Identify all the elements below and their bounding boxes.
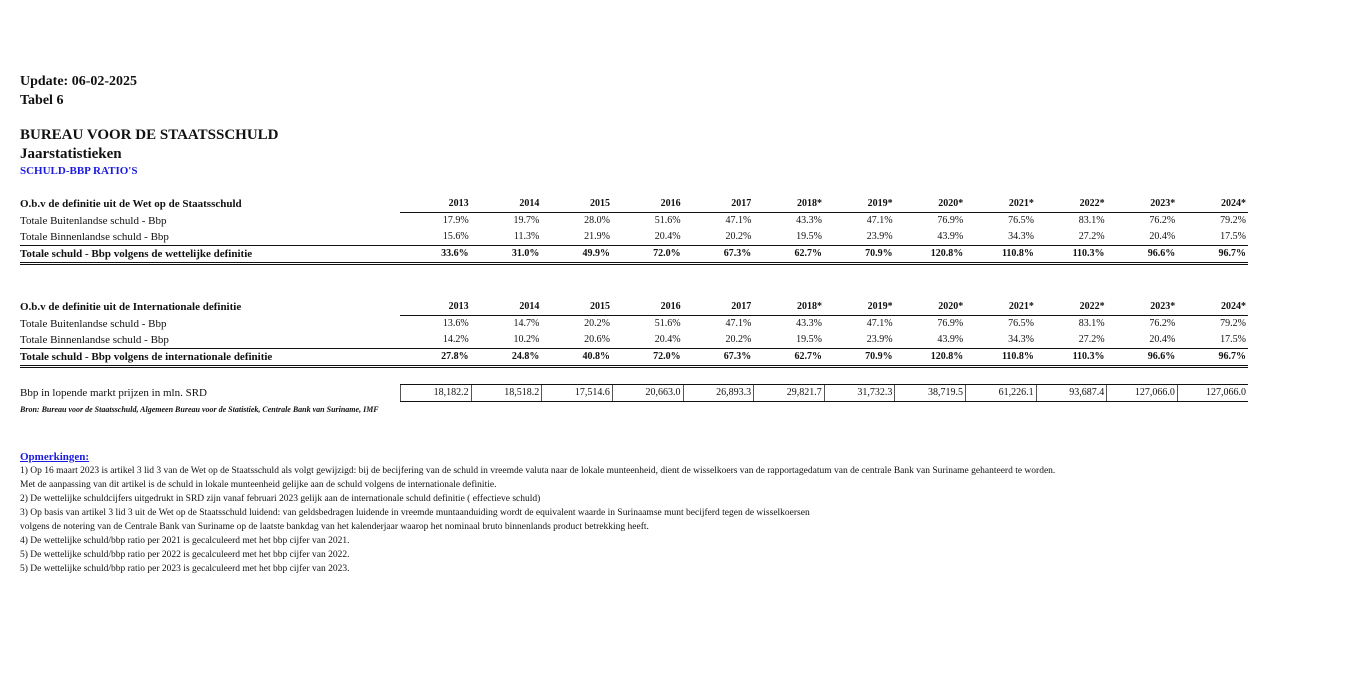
gdp-cell: 93,687.4 <box>1036 385 1107 402</box>
table-row <box>20 332 1248 349</box>
gdp-cell: 20,663.0 <box>612 385 683 402</box>
remark-line: 5) De wettelijke schuld/bbp ratio per 2022 is gecalculeerd met het bbp cijfer van 2022. <box>20 550 350 560</box>
table-cell: 34.3% <box>1008 334 1034 345</box>
document <box>20 72 1260 576</box>
total-cell: 110.3% <box>1036 349 1107 367</box>
remarks-title: Opmerkingen: <box>20 451 90 463</box>
table-cell: 76.5% <box>1008 318 1034 329</box>
gdp-cell: 31,732.3 <box>824 385 895 402</box>
table-cell: 43.3% <box>796 318 822 329</box>
table-cell: 20.2% <box>584 318 610 329</box>
total-cell: 67.3% <box>683 246 754 264</box>
gdp-cell: 18,518.2 <box>471 385 542 402</box>
table-cell: 21.9% <box>584 231 610 242</box>
table-cell: 51.6% <box>654 318 681 329</box>
total-cell: 96.7% <box>1177 349 1248 367</box>
table-cell: 20.4% <box>654 231 681 242</box>
year-header: 2024* <box>1177 196 1248 213</box>
total-cell: 27.8% <box>400 349 471 367</box>
year-header: 2022* <box>1036 196 1107 213</box>
gdp-cell: 29,821.7 <box>754 385 825 402</box>
year-header: 2021* <box>965 196 1036 213</box>
table-cell: 47.1% <box>866 215 893 226</box>
legal-definition-table <box>20 196 1248 265</box>
total-cell: 110.8% <box>965 349 1036 367</box>
gdp-label: Bbp in lopende markt prijzen in mln. SRD <box>20 387 207 399</box>
table-cell: 43.9% <box>937 231 964 242</box>
table-row <box>20 229 1248 246</box>
table-cell: 20.4% <box>1149 334 1176 345</box>
table-cell: 11.3% <box>513 231 540 242</box>
table-cell: 76.2% <box>1149 215 1176 226</box>
year-header: 2023* <box>1107 196 1178 213</box>
table-cell: 28.0% <box>584 215 610 226</box>
table-cell: 17.5% <box>1220 334 1246 345</box>
table-cell: 51.6% <box>654 215 681 226</box>
legal-year-header-row <box>20 196 1248 213</box>
remark-line: Met de aanpassing van dit artikel is de schuld in lokale munteenheid gelijke aan de schuld volgens de internationale definitie. <box>20 480 497 490</box>
row-label: Totale Binnenlandse schuld - Bbp <box>20 334 169 346</box>
table-cell: 47.1% <box>725 215 752 226</box>
row-label: Totale Buitenlandse schuld - Bbp <box>20 317 167 330</box>
row-label: Totale Binnenlandse schuld - Bbp <box>20 231 169 243</box>
total-row <box>20 349 1248 367</box>
year-header: 2020* <box>895 196 966 213</box>
organization-title: BUREAU VOOR DE STAATSSCHULD <box>20 127 279 143</box>
table-cell: 79.2% <box>1220 215 1246 226</box>
year-header: 2015 <box>541 196 612 213</box>
table-cell: 83.1% <box>1078 318 1105 329</box>
remark-line: 4) De wettelijke schuld/bbp ratio per 2021 is gecalculeerd met het bbp cijfer van 2021. <box>20 536 350 546</box>
table-cell: 20.2% <box>725 231 752 242</box>
table-row <box>20 213 1248 230</box>
legal-table-heading: O.b.v de definitie uit de Wet op de Staatsschuld <box>20 198 242 211</box>
total-cell: 72.0% <box>612 349 683 367</box>
table-cell: 23.9% <box>866 334 893 345</box>
table-cell: 83.1% <box>1078 215 1105 226</box>
gdp-cell: 38,719.5 <box>895 385 966 402</box>
table-cell: 27.2% <box>1078 334 1105 345</box>
total-cell: 62.7% <box>753 349 824 367</box>
total-cell: 70.9% <box>824 246 895 264</box>
table-cell: 19.5% <box>796 334 822 345</box>
table-cell: 19.7% <box>513 215 540 226</box>
table-cell: 34.3% <box>1008 231 1034 242</box>
year-header: 2017 <box>683 196 754 213</box>
intl-year-header-row <box>20 299 1248 316</box>
year-header: 2022* <box>1036 299 1107 316</box>
year-header: 2018* <box>753 196 824 213</box>
year-header: 2017 <box>683 299 754 316</box>
gdp-row <box>20 385 1248 402</box>
total-cell: 40.8% <box>541 349 612 367</box>
year-header: 2018* <box>753 299 824 316</box>
total-row <box>20 246 1248 264</box>
remark-line: 5) De wettelijke schuld/bbp ratio per 2023 is gecalculeerd met het bbp cijfer van 2023. <box>20 564 350 574</box>
intl-table-heading: O.b.v de definitie uit de Internationale definitie <box>20 301 242 314</box>
year-header: 2020* <box>895 299 966 316</box>
year-header: 2023* <box>1107 299 1178 316</box>
table-cell: 14.2% <box>442 334 469 345</box>
table-cell: 79.2% <box>1220 318 1246 329</box>
total-cell: 96.7% <box>1177 246 1248 264</box>
total-cell: 67.3% <box>683 349 754 367</box>
gdp-cell: 18,182.2 <box>401 385 472 402</box>
total-cell: 110.8% <box>965 246 1036 264</box>
table-cell: 13.6% <box>442 318 469 329</box>
total-cell: 72.0% <box>612 246 683 264</box>
total-cell: 49.9% <box>541 246 612 264</box>
table-number: Tabel 6 <box>20 93 64 108</box>
total-cell: 96.6% <box>1107 349 1178 367</box>
gdp-cell: 127,066.0 <box>1107 385 1178 402</box>
table-cell: 20.6% <box>584 334 610 345</box>
total-cell: 120.8% <box>895 349 966 367</box>
table-cell: 10.2% <box>513 334 540 345</box>
international-definition-table <box>20 299 1248 368</box>
remark-line: 1) Op 16 maart 2023 is artikel 3 lid 3 van de Wet op de Staatsschuld als volgt gewijzigd: bij de becijfering van de schuld in vreemde valuta naar de lokale munteenheid, dient de wisselkoers van de rapportagedatum van de centrale Bank van Suriname gehanteerd te worden. <box>20 466 1056 476</box>
total-label: Totale schuld - Bbp volgens de internationale definitie <box>20 349 400 367</box>
gdp-cell: 61,226.1 <box>966 385 1037 402</box>
table-cell: 76.9% <box>937 318 964 329</box>
table-cell: 17.9% <box>442 215 469 226</box>
year-header: 2019* <box>824 196 895 213</box>
gdp-cell: 17,514.6 <box>542 385 613 402</box>
table-cell: 20.4% <box>654 334 681 345</box>
source-note: Bron: Bureau voor de Staatsschuld, Algemeen Bureau voor de Statistiek, Centrale Bank van Suriname, IMF <box>20 405 379 414</box>
table-cell: 20.4% <box>1149 231 1176 242</box>
year-header: 2014 <box>471 196 542 213</box>
total-label: Totale schuld - Bbp volgens de wettelijke definitie <box>20 246 400 264</box>
total-cell: 96.6% <box>1107 246 1178 264</box>
table-cell: 19.5% <box>796 231 822 242</box>
total-cell: 110.3% <box>1036 246 1107 264</box>
table-cell: 47.1% <box>866 318 893 329</box>
remark-line: 2) De wettelijke schuldcijfers uitgedrukt in SRD zijn vanaf februari 2023 gelijk aan de internationale schuld definitie ( effectieve schuld) <box>20 494 541 504</box>
table-cell: 76.2% <box>1149 318 1176 329</box>
remarks-section <box>20 450 1260 576</box>
table-cell: 76.5% <box>1008 215 1034 226</box>
gdp-cell: 26,893.3 <box>683 385 754 402</box>
year-header: 2013 <box>400 299 471 316</box>
year-header: 2015 <box>541 299 612 316</box>
total-cell: 31.0% <box>471 246 542 264</box>
table-row <box>20 316 1248 333</box>
table-cell: 23.9% <box>866 231 893 242</box>
remark-line: 3) Op basis van artikel 3 lid 3 uit de Wet op de Staatsschuld luidend: van geldsbedragen luidende in vreemde muntaanduiding wordt de equivalent waarde in Surinaamse munt becijferd tegen de wisselkoersen <box>20 508 810 518</box>
table-cell: 43.3% <box>796 215 822 226</box>
year-header: 2024* <box>1177 299 1248 316</box>
remark-line: volgens de notering van de Centrale Bank van Suriname op de laatste bankdag van het kalenderjaar waarop het nominaal bruto binnenlands product betrekking heeft. <box>20 522 649 532</box>
table-cell: 14.7% <box>513 318 540 329</box>
section-title: SCHULD-BBP RATIO'S <box>20 165 138 177</box>
row-label: Totale Buitenlandse schuld - Bbp <box>20 214 167 227</box>
total-cell: 33.6% <box>400 246 471 264</box>
table-cell: 17.5% <box>1220 231 1246 242</box>
gdp-table <box>20 384 1248 402</box>
table-cell: 27.2% <box>1078 231 1105 242</box>
table-cell: 76.9% <box>937 215 964 226</box>
year-header: 2016 <box>612 299 683 316</box>
year-header: 2021* <box>965 299 1036 316</box>
table-cell: 47.1% <box>725 318 752 329</box>
update-date: Update: 06-02-2025 <box>20 74 138 89</box>
year-header: 2019* <box>824 299 895 316</box>
year-header: 2014 <box>471 299 542 316</box>
total-cell: 120.8% <box>895 246 966 264</box>
total-cell: 62.7% <box>753 246 824 264</box>
table-cell: 43.9% <box>937 334 964 345</box>
year-header: 2016 <box>612 196 683 213</box>
gdp-cell: 127,066.0 <box>1177 385 1248 402</box>
year-header: 2013 <box>400 196 471 213</box>
total-cell: 70.9% <box>824 349 895 367</box>
total-cell: 24.8% <box>471 349 542 367</box>
document-subtitle: Jaarstatistieken <box>20 146 122 162</box>
table-cell: 20.2% <box>725 334 752 345</box>
table-cell: 15.6% <box>442 231 469 242</box>
